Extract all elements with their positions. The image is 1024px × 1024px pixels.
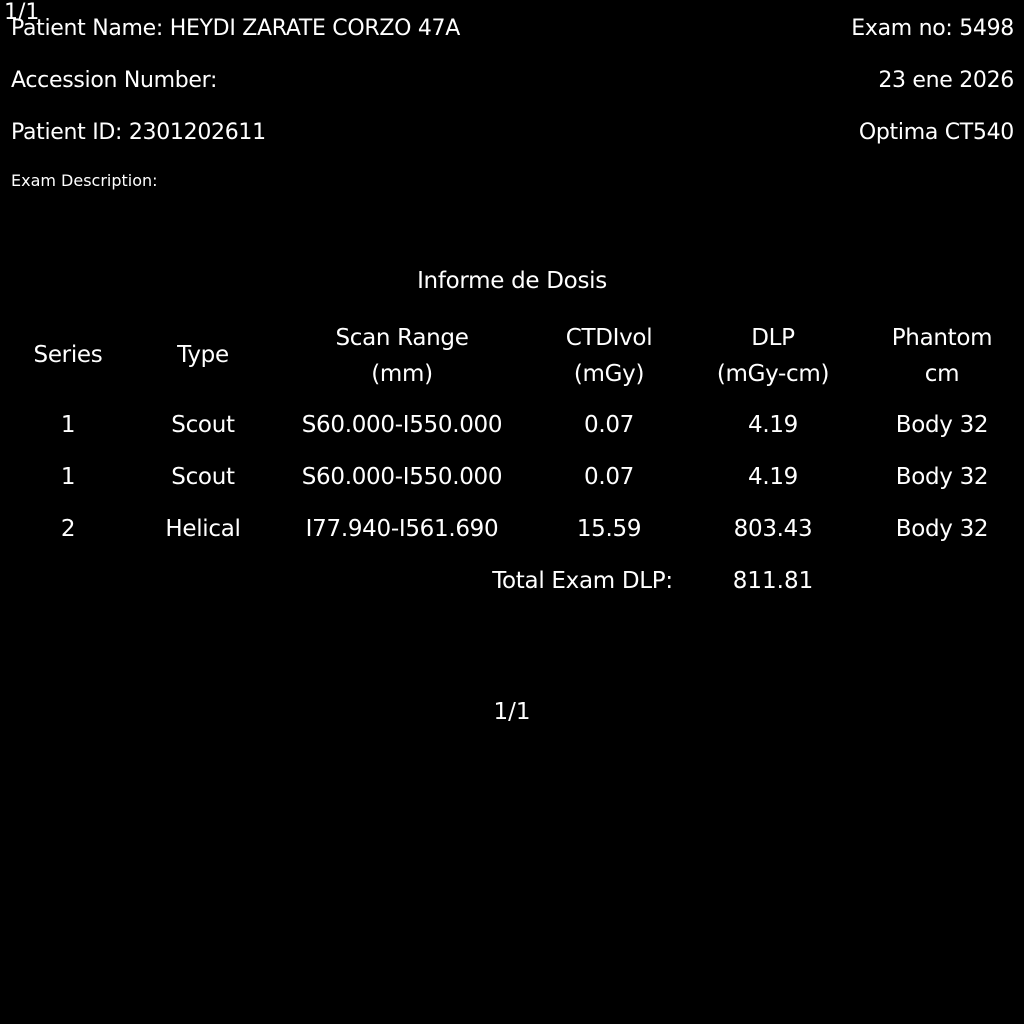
column-header-phantom-unit: cm (924, 361, 960, 387)
cell-type: Scout (171, 464, 235, 490)
column-header-type: Type (177, 342, 229, 368)
cell-series: 1 (60, 412, 76, 438)
cell-ctdivol: 15.59 (576, 516, 642, 542)
cell-scan-range: S60.000-I550.000 (301, 464, 503, 490)
cell-phantom: Body 32 (895, 516, 989, 542)
column-header-dlp-title: DLP (751, 325, 795, 351)
cell-ctdivol: 0.07 (583, 464, 634, 490)
cell-ctdivol: 0.07 (583, 412, 634, 438)
exam-date: 23 ene 2026 (878, 68, 1014, 93)
column-header-dlp (697, 320, 849, 392)
scanner-model: Optima CT540 (858, 120, 1014, 145)
column-header-scan-range (282, 320, 522, 392)
column-header-phantom (862, 320, 1022, 392)
cell-scan-range: I77.940-I561.690 (305, 516, 499, 542)
patient-id: Patient ID: 2301202611 (11, 120, 266, 145)
total-exam-dlp-value: 811.81 (732, 568, 814, 594)
cell-dlp: 4.19 (747, 464, 798, 490)
report-title: Informe de Dosis (417, 268, 607, 294)
cell-type: Helical (165, 516, 241, 542)
cell-series: 2 (60, 516, 76, 542)
image-counter-overlay: 1/1 (4, 0, 40, 25)
column-header-ctdivol (534, 320, 684, 392)
cell-type: Scout (171, 412, 235, 438)
patient-name: Patient Name: HEYDI ZARATE CORZO 47A (11, 16, 460, 41)
column-header-ctdivol-title: CTDIvol (565, 325, 653, 351)
cell-dlp: 803.43 (733, 516, 813, 542)
cell-dlp: 4.19 (747, 412, 798, 438)
accession-number: Accession Number: (11, 68, 218, 93)
cell-series: 1 (60, 464, 76, 490)
cell-phantom: Body 32 (895, 412, 989, 438)
column-header-series: Series (33, 342, 103, 368)
exam-description: Exam Description: (11, 171, 158, 190)
column-header-scan-range-unit: (mm) (371, 361, 433, 387)
cell-scan-range: S60.000-I550.000 (301, 412, 503, 438)
column-header-scan-range-title: Scan Range (335, 325, 469, 351)
column-header-phantom-title: Phantom (891, 325, 993, 351)
column-header-ctdivol-unit: (mGy) (573, 361, 645, 387)
exam-number: Exam no: 5498 (851, 16, 1014, 41)
total-exam-dlp-label: Total Exam DLP: (492, 568, 673, 594)
page-number: 1/1 (493, 699, 531, 725)
column-header-dlp-unit: (mGy-cm) (716, 361, 830, 387)
cell-phantom: Body 32 (895, 464, 989, 490)
